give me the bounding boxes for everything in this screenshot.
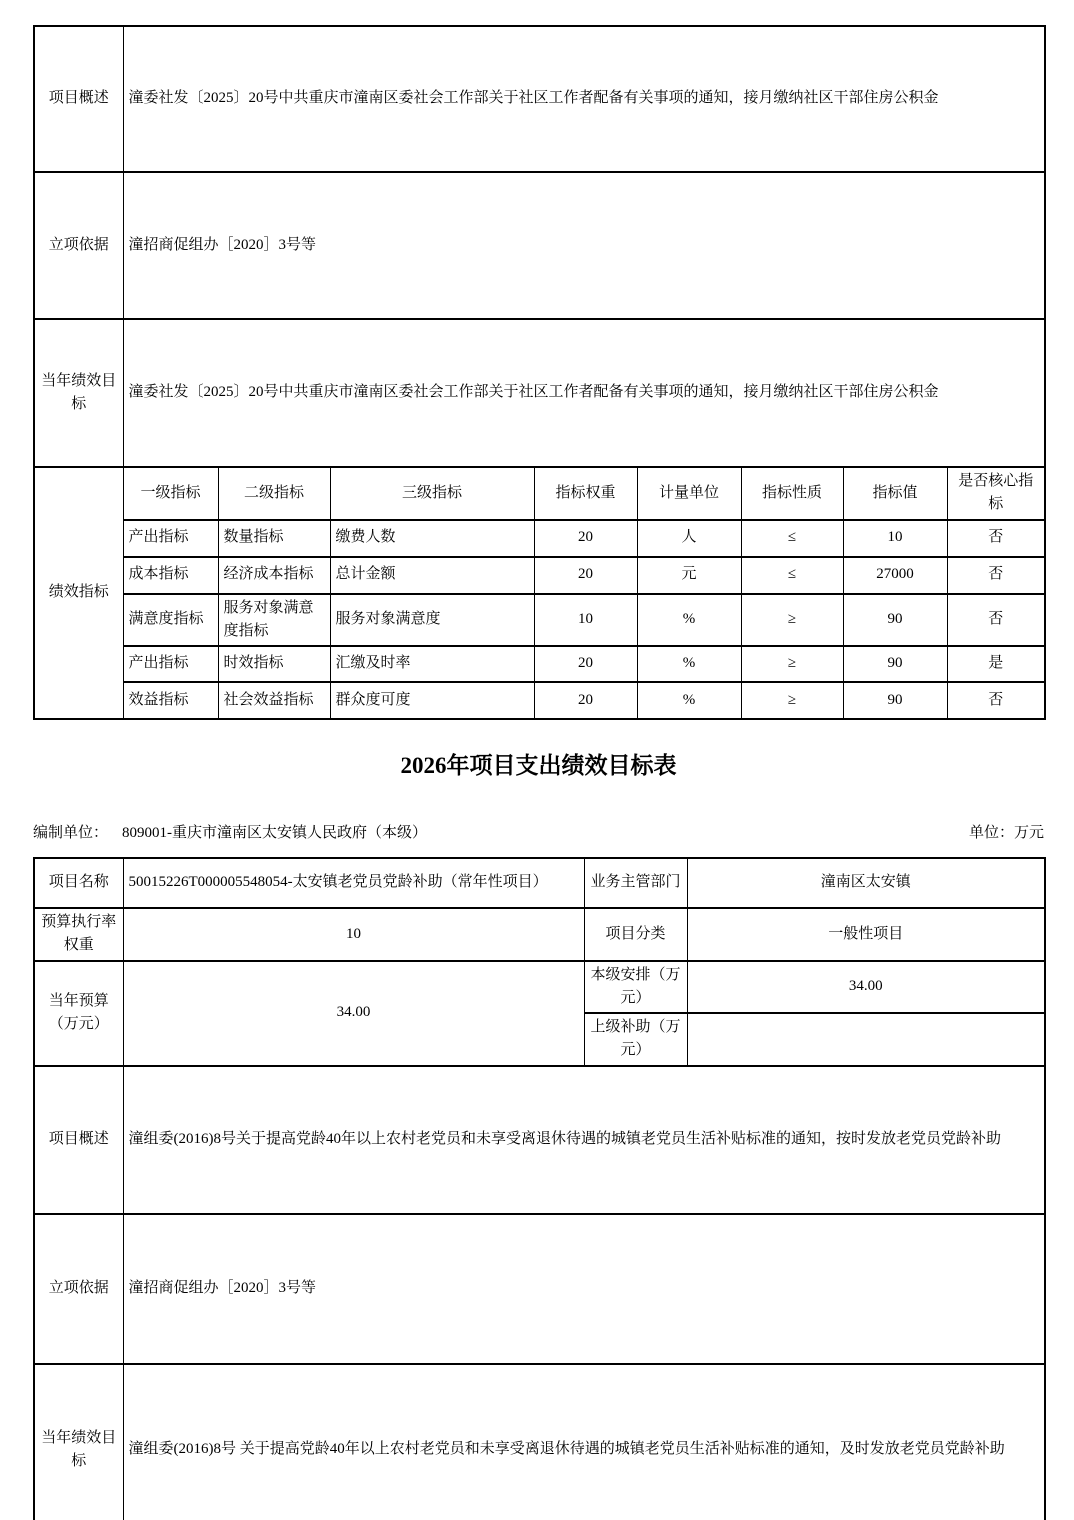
column-header: 是否核心指标 bbox=[947, 467, 1045, 520]
table-cell: 元 bbox=[637, 557, 741, 594]
approval-basis-value: 潼招商促组办［2020］3号等 bbox=[123, 1214, 1045, 1364]
table-cell: ≤ bbox=[741, 520, 843, 557]
table-cell: 服务对象满意度 bbox=[330, 594, 534, 647]
table-cell: 效益指标 bbox=[123, 682, 218, 719]
annual-goal-value: 潼组委(2016)8号 关于提高党龄40年以上农村老党员和未享受离退休待遇的城镇老党员生活补贴标准的通知，及时发放老党员党龄补助 bbox=[123, 1364, 1045, 1520]
table-row bbox=[34, 858, 1045, 908]
table-cell: 10 bbox=[534, 594, 637, 647]
table-cell: % bbox=[637, 646, 741, 682]
annual-budget-label: 当年预算（万元） bbox=[34, 961, 123, 1066]
superior-subsidy-value bbox=[687, 1013, 1045, 1066]
table-cell: 产出指标 bbox=[123, 520, 218, 557]
table-cell: 20 bbox=[534, 682, 637, 719]
exec-rate-value: 10 bbox=[123, 908, 584, 961]
table-cell: 成本指标 bbox=[123, 557, 218, 594]
indicators-section-label: 绩效指标 bbox=[34, 467, 123, 719]
local-arrangement-value: 34.00 bbox=[687, 961, 1045, 1014]
project-name-value: 50015226T000005548054-太安镇老党员党龄补助（常年性项目） bbox=[123, 858, 584, 908]
exec-rate-label: 预算执行率权重 bbox=[34, 908, 123, 961]
table-row bbox=[34, 961, 1045, 1014]
table-cell: 27000 bbox=[843, 557, 947, 594]
annual-goal-value: 潼委社发〔2025〕20号中共重庆市潼南区委社会工作部关于社区工作者配备有关事项的通知，接月缴纳社区干部住房公积金 bbox=[123, 319, 1045, 467]
indicator-header-row bbox=[34, 467, 1045, 520]
column-header: 三级指标 bbox=[330, 467, 534, 520]
table-cell: 90 bbox=[843, 594, 947, 647]
table-cell: 20 bbox=[534, 646, 637, 682]
local-arrangement-label: 本级安排（万元） bbox=[584, 961, 687, 1014]
table-cell: 产出指标 bbox=[123, 646, 218, 682]
column-header: 计量单位 bbox=[637, 467, 741, 520]
table-cell: 否 bbox=[947, 594, 1045, 647]
table-cell: 时效指标 bbox=[218, 646, 330, 682]
table-row bbox=[34, 1214, 1045, 1364]
table-cell: 社会效益指标 bbox=[218, 682, 330, 719]
meta-line bbox=[33, 821, 1044, 842]
indicator-row bbox=[34, 520, 1045, 557]
performance-detail-table bbox=[33, 25, 1046, 720]
category-label: 项目分类 bbox=[584, 908, 687, 961]
table-row bbox=[34, 1066, 1045, 1214]
table-cell: 20 bbox=[534, 557, 637, 594]
table-cell: 90 bbox=[843, 682, 947, 719]
table-cell: ≥ bbox=[741, 682, 843, 719]
table-cell: ≤ bbox=[741, 557, 843, 594]
table-cell: 数量指标 bbox=[218, 520, 330, 557]
column-header: 一级指标 bbox=[123, 467, 218, 520]
table-row bbox=[34, 1364, 1045, 1520]
superior-subsidy-label: 上级补助（万元） bbox=[584, 1013, 687, 1066]
prepared-by bbox=[33, 821, 441, 842]
annual-goal-label: 当年绩效目标 bbox=[34, 1364, 123, 1520]
table-cell: 缴费人数 bbox=[330, 520, 534, 557]
project-overview-value: 潼组委(2016)8号关于提高党龄40年以上农村老党员和未享受离退休待遇的城镇老党员生活补贴标准的通知，按时发放老党员党龄补助 bbox=[123, 1066, 1045, 1214]
table-cell: 群众度可度 bbox=[330, 682, 534, 719]
table-cell: 服务对象满意度指标 bbox=[218, 594, 330, 647]
table-cell: 否 bbox=[947, 682, 1045, 719]
category-value: 一般性项目 bbox=[687, 908, 1045, 961]
column-header: 指标值 bbox=[843, 467, 947, 520]
annual-goal-label: 当年绩效目标 bbox=[34, 319, 123, 467]
table-row bbox=[34, 172, 1045, 319]
table-cell: 10 bbox=[843, 520, 947, 557]
table-row bbox=[34, 26, 1045, 172]
table-cell: 满意度指标 bbox=[123, 594, 218, 647]
table-cell: % bbox=[637, 682, 741, 719]
indicator-row bbox=[34, 646, 1045, 682]
approval-basis-label: 立项依据 bbox=[34, 172, 123, 319]
prepared-by-value: 809001-重庆市潼南区太安镇人民政府（本级） bbox=[122, 825, 428, 841]
dept-label: 业务主管部门 bbox=[584, 858, 687, 908]
column-header: 指标权重 bbox=[534, 467, 637, 520]
table-cell: 90 bbox=[843, 646, 947, 682]
approval-basis-label: 立项依据 bbox=[34, 1214, 123, 1364]
table-cell: 人 bbox=[637, 520, 741, 557]
column-header: 二级指标 bbox=[218, 467, 330, 520]
project-target-table bbox=[33, 857, 1046, 1520]
table-cell: 否 bbox=[947, 557, 1045, 594]
column-header: 指标性质 bbox=[741, 467, 843, 520]
table-cell: ≥ bbox=[741, 646, 843, 682]
table-cell: 汇缴及时率 bbox=[330, 646, 534, 682]
table-cell: 经济成本指标 bbox=[218, 557, 330, 594]
indicator-row bbox=[34, 557, 1045, 594]
table-cell: 是 bbox=[947, 646, 1045, 682]
prepared-by-label: 编制单位： bbox=[33, 825, 109, 841]
table-cell: 20 bbox=[534, 520, 637, 557]
project-overview-label: 项目概述 bbox=[34, 1066, 123, 1214]
table-row bbox=[34, 908, 1045, 961]
table-cell: 总计金额 bbox=[330, 557, 534, 594]
indicator-row bbox=[34, 594, 1045, 647]
project-overview-label: 项目概述 bbox=[34, 26, 123, 172]
annual-budget-value: 34.00 bbox=[123, 961, 584, 1066]
unit-note: 单位：万元 bbox=[968, 825, 1044, 841]
table-row bbox=[34, 319, 1045, 467]
indicator-row bbox=[34, 682, 1045, 719]
page-title: 2026年项目支出绩效目标表 bbox=[400, 753, 677, 778]
project-overview-value: 潼委社发〔2025〕20号中共重庆市潼南区委社会工作部关于社区工作者配备有关事项的通知，接月缴纳社区干部住房公积金 bbox=[123, 26, 1045, 172]
table-cell: ≥ bbox=[741, 594, 843, 647]
approval-basis-value: 潼招商促组办［2020］3号等 bbox=[123, 172, 1045, 319]
project-name-label: 项目名称 bbox=[34, 858, 123, 908]
table-cell: % bbox=[637, 594, 741, 647]
table-cell: 否 bbox=[947, 520, 1045, 557]
dept-value: 潼南区太安镇 bbox=[687, 858, 1045, 908]
